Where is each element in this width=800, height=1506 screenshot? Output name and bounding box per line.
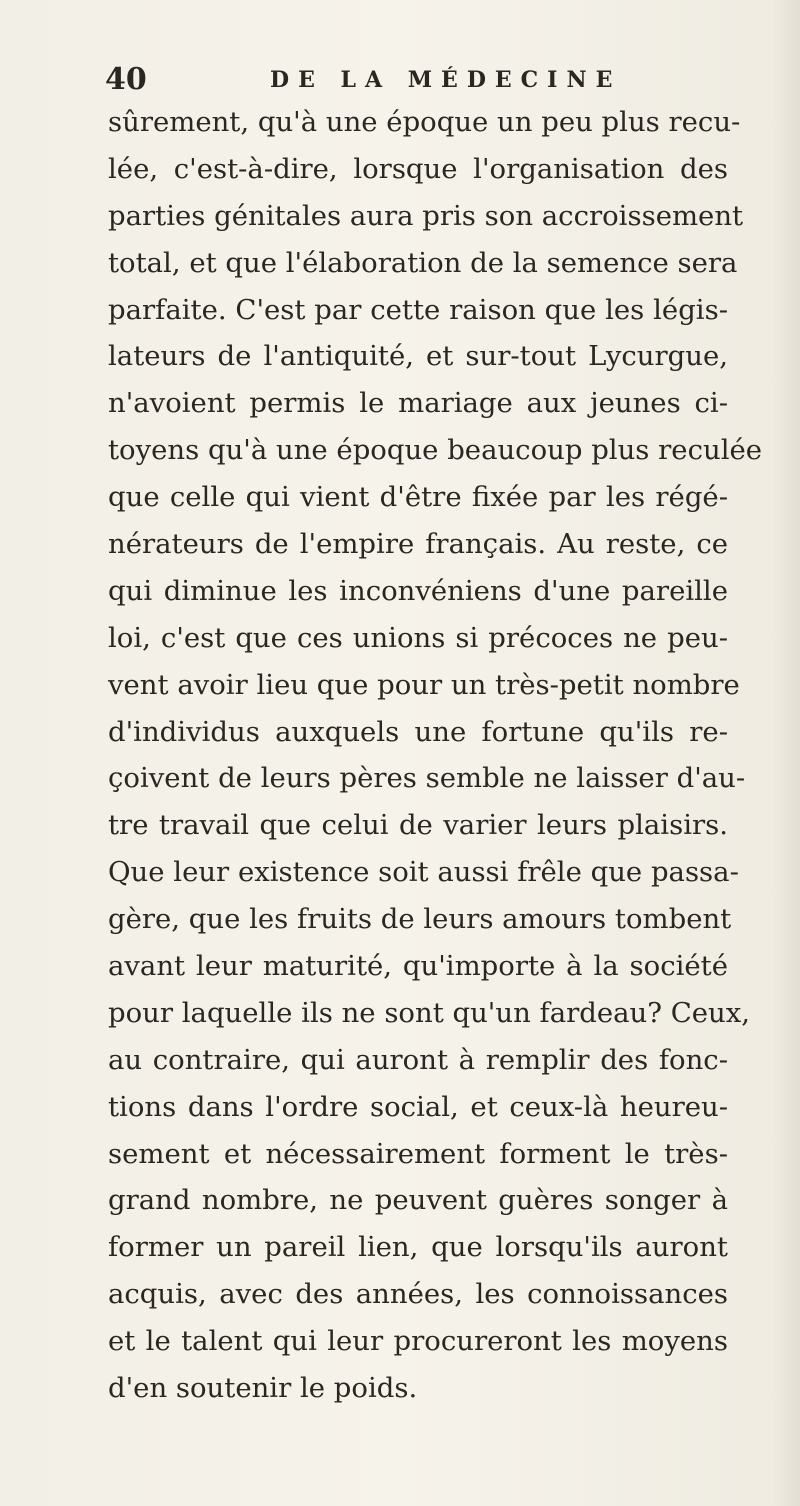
- text-line: que celle qui vient d'être fixée par les régé-: [108, 481, 728, 514]
- text-line: vent avoir lieu que pour un très-petit nombre: [108, 668, 740, 701]
- text-line: sûrement, qu'à une époque un peu plus recu-: [108, 106, 741, 138]
- text-line: pour laquelle ils ne sont qu'un fardeau? Ceux,: [108, 996, 750, 1029]
- text-line: nérateurs de l'empire français. Au reste, ce: [108, 528, 728, 561]
- text-line: total, et que l'élaboration de la semence sera: [108, 246, 738, 279]
- text-line: former un pareil lien, que lorsqu'ils auront: [108, 1231, 728, 1264]
- text-line: tre travail que celui de varier leurs plaisirs.: [108, 809, 728, 842]
- text-line: qui diminue les inconvéniens d'une pareille: [108, 574, 728, 607]
- text-line: lée, c'est-à-dire, lorsque l'organisation des: [108, 152, 728, 185]
- text-line: avant leur maturité, qu'importe à la société: [108, 950, 728, 983]
- text-line: lateurs de l'antiquité, et sur-tout Lycurgue,: [108, 340, 728, 373]
- text-line: parties génitales aura pris son accroissement: [108, 199, 744, 232]
- text-line: Que leur existence soit aussi frêle que passa-: [108, 856, 739, 889]
- page-header: [105, 58, 695, 102]
- page-edge-shadow: [772, 0, 800, 1506]
- text-line: parfaite. C'est par cette raison que les légis-: [108, 293, 728, 326]
- text-line: au contraire, qui auront à remplir des fonc-: [108, 1043, 728, 1076]
- text-line: sement et nécessairement forment le très-: [108, 1137, 728, 1170]
- text-line: tions dans l'ordre social, et ceux-là heureu-: [108, 1090, 728, 1123]
- text-line: toyens qu'à une époque beaucoup plus reculée: [108, 434, 763, 467]
- text-line: n'avoient permis le mariage aux jeunes ci-: [108, 387, 728, 420]
- text-line: gère, que les fruits de leurs amours tombent: [108, 903, 732, 936]
- body-text: [108, 99, 763, 1412]
- text-line: çoivent de leurs pères semble ne laisser d'au-: [108, 762, 746, 795]
- text-line: d'individus auxquels une fortune qu'ils re-: [108, 715, 728, 748]
- text-line: grand nombre, ne peuvent guères songer à: [108, 1184, 728, 1217]
- running-title: DE LA MÉDECINE: [270, 67, 622, 93]
- text-line: et le talent qui leur procureront les moyens: [108, 1325, 728, 1358]
- page-number: 40: [105, 62, 147, 97]
- text-line: loi, c'est que ces unions si précoces ne peu-: [108, 621, 728, 654]
- text-line: acquis, avec des années, les connoissances: [108, 1278, 728, 1311]
- text-line-last: d'en soutenir le poids.: [108, 1372, 418, 1405]
